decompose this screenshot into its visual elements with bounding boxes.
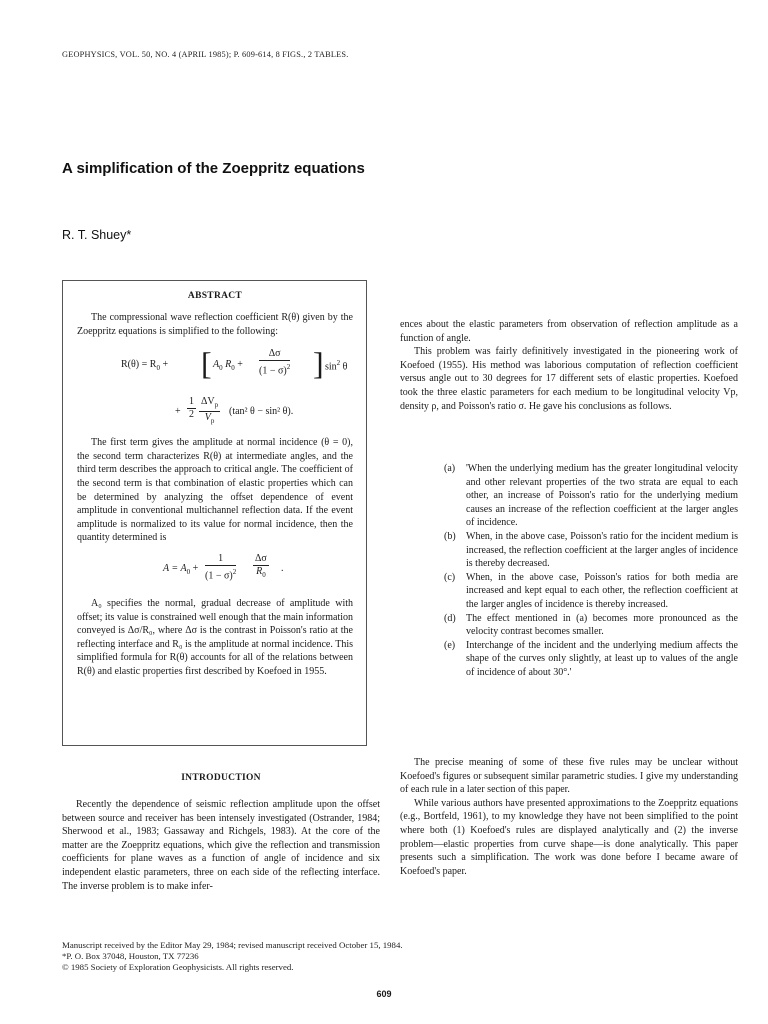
eq1-sin: sin [325, 361, 337, 373]
right-paragraph-2: This problem was fairly definitively investigated in the pioneering work of Koefoed (1955). His method was laborious computation of reflection coefficient versus angle out to 30 degrees for 17 different sets of elastic properties. Koefoed took the three elastic parameters for each medium to be longitudinal velocity Vp, density ρ, and Poisson's ratio σ. He gave his conclusions as follows. [400, 346, 738, 412]
abstract-heading: ABSTRACT [187, 291, 243, 301]
eq1-numerator: Δσ [259, 348, 290, 361]
left-bracket-icon: [ [201, 345, 212, 382]
list-item-text: 'When the underlying medium has the greater longitudinal velocity and other relevant properties of the two strata are equal to each other, an increase of Poisson's ratio for the underlying medium causes an increase of the reflection coefficient at the larger angles of incidence. [466, 463, 738, 529]
abstract-paragraph-1: The compressional wave reflection coefficient R(θ) given by the Zoeppritz equations is simplified to the following: [77, 312, 353, 337]
introduction-paragraph-1: Recently the dependence of seismic reflection amplitude upon the offset between source and receiver has been intensely investigated (Ostrander, 1984; Sherwood et al., 1983; Gassaway and Richgels, 1983). At the core of the matter are the Zoeppritz equations, which give the reflection and transmission coefficients for plane waves as a function of angle of incidence and six independent elastic parameters, three on each side of the reflecting interface. The inverse problem is to make infer- [62, 799, 380, 892]
eq3-delta-sigma: Δσ [255, 552, 267, 564]
equation-1: $R(\theta) = R_0$ + [ $A_0$ $R_0$ + $\frac{\Delta\sigma}{(1 - \sigma)^2}$ ] $\sin^2 \theta$ [121, 345, 348, 382]
eq3-numerator: 1 [205, 553, 236, 566]
footnote-manuscript: Manuscript received by the Editor May 29, 1984; revised manuscript received October 15, 1984. [62, 940, 403, 950]
list-item-text: When, in the above case, Poisson's ratios for both media are increased and kept equal to each other, the reflection coefficient at the larger angles of incidence is thereby increased. [466, 571, 738, 610]
page-number: 609 [376, 989, 392, 999]
eq3-lhs: A = A [163, 562, 187, 574]
abstract-box [62, 280, 367, 746]
right-paragraph-1: ences about the elastic parameters from observation of reflection amplitude as a function of angle. [400, 319, 738, 344]
eq1-a0: A [213, 359, 220, 371]
right-column-bottom [400, 756, 738, 878]
abstract-content [77, 291, 353, 679]
list-item [444, 571, 738, 612]
list-item [444, 612, 738, 639]
eq1-plus: + [162, 359, 169, 371]
right-column-top [400, 318, 738, 413]
paper-title: A simplification of the Zoeppritz equations [62, 160, 365, 177]
koefoed-rules-list [444, 462, 738, 680]
eq1-lhs: R(θ) = R [121, 359, 157, 371]
list-item-label: (e) [444, 639, 456, 651]
journal-citation: GEOPHYSICS, VOL. 50, NO. 4 (APRIL 1985); P. 609-614, 8 FIGS., 2 TABLES. [62, 50, 349, 59]
introduction-heading: INTRODUCTION [181, 773, 261, 783]
eq1-denominator: (1 − σ) [259, 365, 287, 377]
footnotes [62, 940, 738, 973]
list-item-label: (a) [444, 463, 456, 474]
author-name: R. T. Shuey* [62, 228, 132, 242]
introduction-body [62, 798, 380, 893]
right-paragraph-3: The precise meaning of some of these five rules may be unclear without Koefoed's figures or subsequent similar parametric studies. I give my understanding of each rule in a later section of this paper. [400, 757, 738, 796]
right-paragraph-4: While various authors have presented approximations to the Zoeppritz equations (e.g., Bortfeld, 1961), to my knowledge they have not been simplified to the point where both (1) Koefoed's rules are displayed analytically and (2) the inverse problem—elastic properties from curve shape—is done analytically. This paper presents such a simplification. The work was done before I became aware of Koefoed's paper. [400, 797, 738, 877]
eq2-vp: V [204, 412, 211, 424]
list-item-label: (c) [444, 571, 456, 583]
list-item-text: Interchange of the incident and the underlying medium affects the shape of the curves only slightly, at least up to values of the angle of incidence of about 30°.' [466, 639, 738, 678]
list-item-text: When, in the above case, Poisson's ratio for the incident medium is increased, the reflection coefficient at the larger angles of incidence is thereby decreased. [466, 530, 738, 570]
equation-3: $A = A_0$ + $\frac{1}{(1 - \sigma)^2}$ $\frac{\Delta\sigma}{R_0}$ . [163, 552, 284, 582]
abstract-paragraph-2: The first term gives the amplitude at normal incidence (θ = 0), the second term characterizes R(θ) at intermediate angles, and the third term describes the approach to critical angle. The coefficient of the second term is that combination of elastic properties which can be determined by analyzing the offset dependence of event amplitude in conventional multichannel reflection data. If the event amplitude is normalized to its value for normal incidence, then the quantity determined is [77, 437, 353, 544]
footnote-copyright: © 1985 Society of Exploration Geophysicists. All rights reserved. [62, 962, 294, 972]
right-bracket-icon: ] [313, 345, 324, 382]
list-item-label: (b) [444, 530, 456, 542]
eq2-tail: (tan² θ − sin² θ). [229, 406, 294, 418]
eq2-delta-vp: ΔV [201, 396, 215, 408]
eq1-fraction: $\frac{\Delta\sigma}{(1 - \sigma)^2}$ [259, 348, 291, 377]
list-item [444, 639, 738, 680]
equation-2: + $\frac{1}{2}$ $\Delta V_p$ $V_p$ (tan² θ − sin² θ). [175, 396, 294, 426]
list-item [444, 462, 738, 530]
list-item-label: (d) [444, 612, 456, 624]
eq3-denominator: (1 − σ) [205, 570, 233, 582]
footnote-address: *P. O. Box 37048, Houston, TX 77236 [62, 951, 199, 961]
list-item [444, 530, 738, 571]
list-item-text: The effect mentioned in (a) becomes more pronounced as the velocity contrast becomes smaller. [466, 612, 738, 638]
abstract-paragraph-3: A₀ specifies the normal, gradual decrease of amplitude with offset; its value is constrained well enough that the main information conveyed is Δσ/R₀, where Δσ is the contrast in Poisson's ratio at the reflecting interface and R₀ is the amplitude at normal incidence. This simplified formula for R(θ) accounts for all of the relations between R(θ) and elastic properties first described by Koefoed in 1955. [77, 597, 353, 677]
